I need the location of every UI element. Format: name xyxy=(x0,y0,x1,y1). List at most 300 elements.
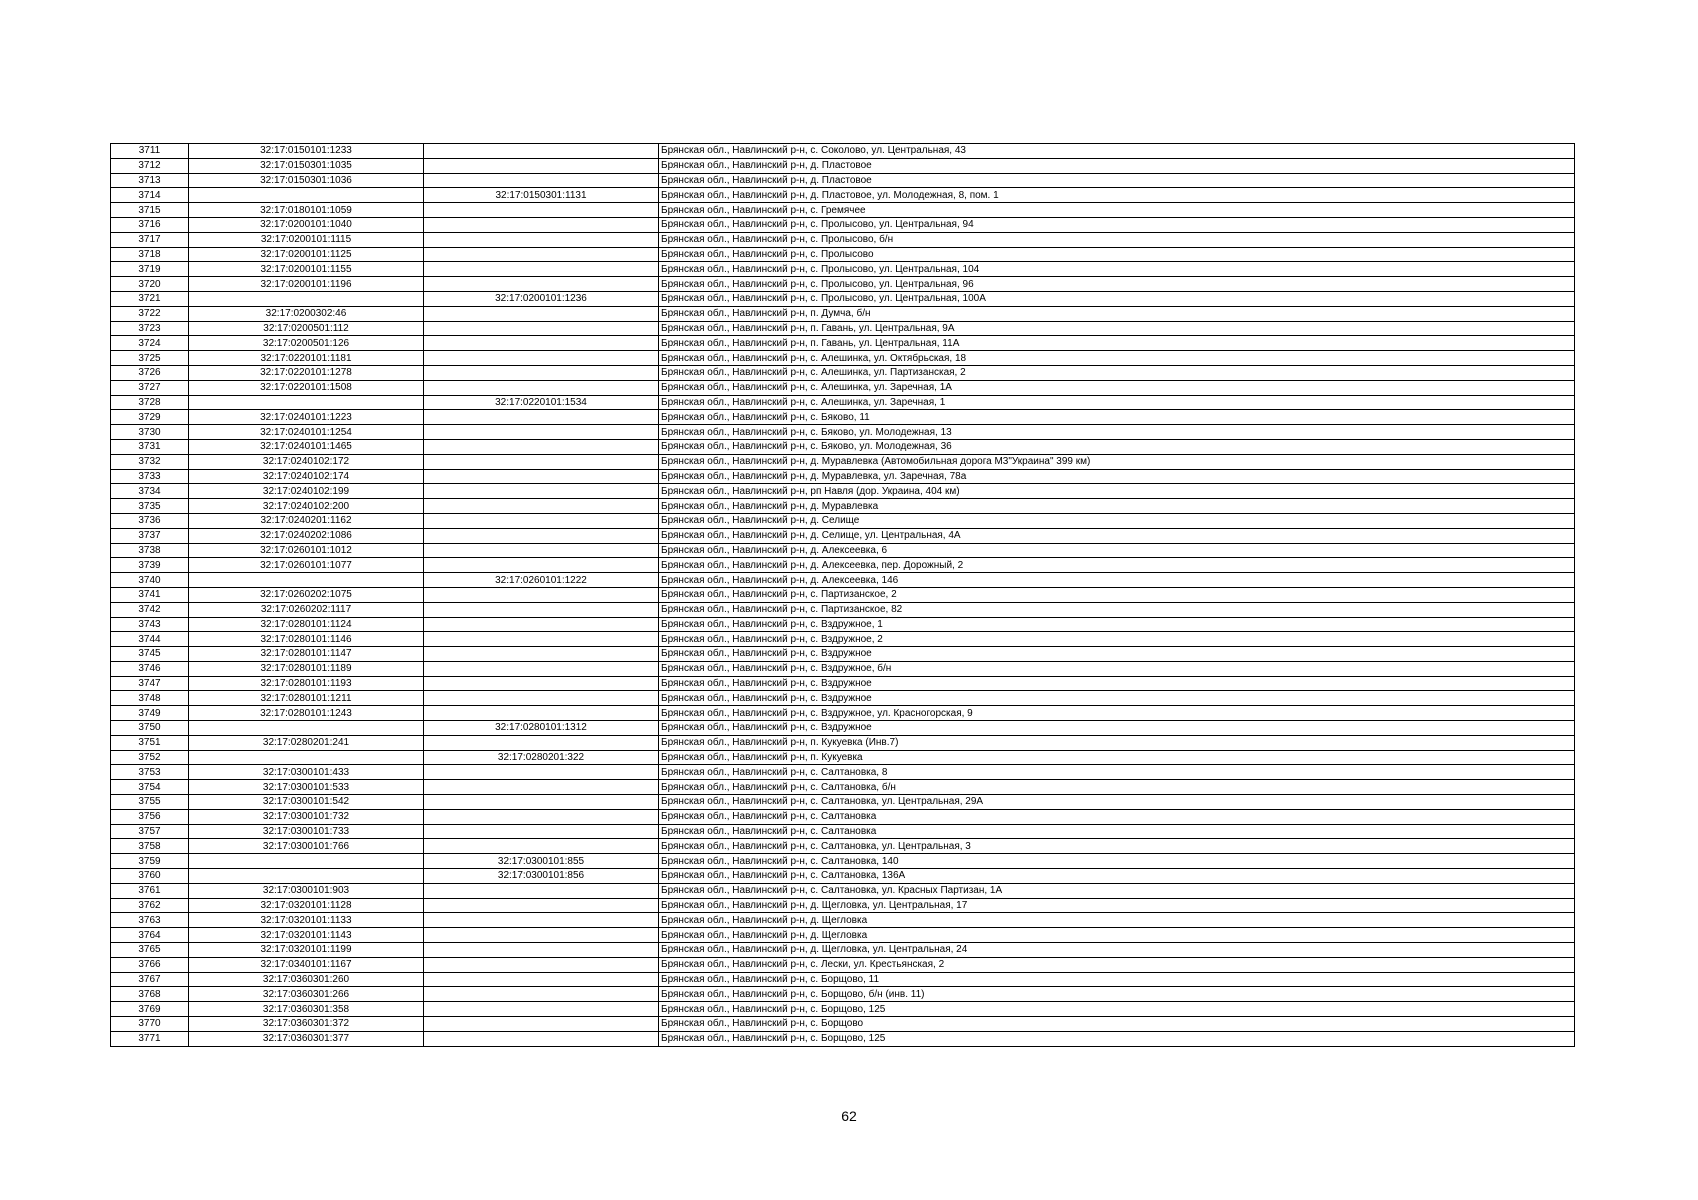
address-cell: Брянская обл., Навлинский р-н, с. Пролысово, ул. Центральная, 94 xyxy=(659,217,1575,232)
secondary-cadastral-number-cell xyxy=(424,617,659,632)
cadastral-number-cell xyxy=(189,869,424,884)
cadastral-number-cell: 32:17:0260202:1075 xyxy=(189,587,424,602)
row-number-cell: 3749 xyxy=(111,706,189,721)
row-number-cell: 3759 xyxy=(111,854,189,869)
secondary-cadastral-number-cell xyxy=(424,513,659,528)
secondary-cadastral-number-cell xyxy=(424,647,659,662)
cadastral-number-cell: 32:17:0240101:1254 xyxy=(189,425,424,440)
table-row xyxy=(111,528,1575,543)
row-number-cell: 3728 xyxy=(111,395,189,410)
cadastral-number-cell xyxy=(189,573,424,588)
address-cell: Брянская обл., Навлинский р-н, с. Салтановка, б/н xyxy=(659,780,1575,795)
table-row xyxy=(111,1031,1575,1046)
secondary-cadastral-number-cell xyxy=(424,795,659,810)
cadastral-number-cell: 32:17:0240101:1465 xyxy=(189,439,424,454)
address-cell: Брянская обл., Навлинский р-н, д. Муравлевка xyxy=(659,499,1575,514)
address-cell: Брянская обл., Навлинский р-н, с. Борщово xyxy=(659,1017,1575,1032)
row-number-cell: 3741 xyxy=(111,587,189,602)
secondary-cadastral-number-cell xyxy=(424,380,659,395)
row-number-cell: 3724 xyxy=(111,336,189,351)
secondary-cadastral-number-cell xyxy=(424,602,659,617)
address-cell: Брянская обл., Навлинский р-н, с. Салтановка, ул. Красных Партизан, 1А xyxy=(659,883,1575,898)
registry-table-body xyxy=(111,144,1575,1047)
address-cell: Брянская обл., Навлинский р-н, с. Салтановка, ул. Центральная, 3 xyxy=(659,839,1575,854)
address-cell: Брянская обл., Навлинский р-н, д. Щегловка xyxy=(659,928,1575,943)
row-number-cell: 3760 xyxy=(111,869,189,884)
row-number-cell: 3753 xyxy=(111,765,189,780)
table-row xyxy=(111,602,1575,617)
table-row xyxy=(111,217,1575,232)
address-cell: Брянская обл., Навлинский р-н, д. Селище xyxy=(659,513,1575,528)
table-row xyxy=(111,158,1575,173)
row-number-cell: 3746 xyxy=(111,661,189,676)
cadastral-number-cell: 32:17:0360301:372 xyxy=(189,1017,424,1032)
secondary-cadastral-number-cell xyxy=(424,883,659,898)
table-row xyxy=(111,750,1575,765)
address-cell: Брянская обл., Навлинский р-н, д. Алексеевка, пер. Дорожный, 2 xyxy=(659,558,1575,573)
table-row xyxy=(111,928,1575,943)
secondary-cadastral-number-cell xyxy=(424,144,659,159)
address-cell: Брянская обл., Навлинский р-н, с. Борщово, 125 xyxy=(659,1002,1575,1017)
table-row xyxy=(111,972,1575,987)
address-cell: Брянская обл., Навлинский р-н, с. Салтановка, ул. Центральная, 29А xyxy=(659,795,1575,810)
table-row xyxy=(111,824,1575,839)
secondary-cadastral-number-cell xyxy=(424,898,659,913)
row-number-cell: 3739 xyxy=(111,558,189,573)
secondary-cadastral-number-cell xyxy=(424,203,659,218)
cadastral-number-cell: 32:17:0260202:1117 xyxy=(189,602,424,617)
cadastral-number-cell: 32:17:0280101:1189 xyxy=(189,661,424,676)
secondary-cadastral-number-cell xyxy=(424,499,659,514)
cadastral-number-cell: 32:17:0220101:1181 xyxy=(189,351,424,366)
cadastral-number-cell: 32:17:0320101:1199 xyxy=(189,943,424,958)
table-row xyxy=(111,484,1575,499)
address-cell: Брянская обл., Навлинский р-н, д. Пластовое, ул. Молодежная, 8, пом. 1 xyxy=(659,188,1575,203)
cadastral-number-cell: 32:17:0220101:1278 xyxy=(189,365,424,380)
secondary-cadastral-number-cell xyxy=(424,425,659,440)
row-number-cell: 3727 xyxy=(111,380,189,395)
address-cell: Брянская обл., Навлинский р-н, п. Кукуевка (Инв.7) xyxy=(659,735,1575,750)
address-cell: Брянская обл., Навлинский р-н, с. Лески, ул. Крестьянская, 2 xyxy=(659,957,1575,972)
cadastral-number-cell xyxy=(189,395,424,410)
cadastral-number-cell: 32:17:0280101:1147 xyxy=(189,647,424,662)
table-row xyxy=(111,854,1575,869)
address-cell: Брянская обл., Навлинский р-н, с. Салтановка xyxy=(659,809,1575,824)
secondary-cadastral-number-cell xyxy=(424,469,659,484)
table-row xyxy=(111,883,1575,898)
cadastral-number-cell: 32:17:0280101:1146 xyxy=(189,632,424,647)
secondary-cadastral-number-cell xyxy=(424,351,659,366)
row-number-cell: 3720 xyxy=(111,277,189,292)
cadastral-number-cell: 32:17:0320101:1133 xyxy=(189,913,424,928)
row-number-cell: 3736 xyxy=(111,513,189,528)
address-cell: Брянская обл., Навлинский р-н, с. Бяково, ул. Молодежная, 36 xyxy=(659,439,1575,454)
address-cell: Брянская обл., Навлинский р-н, с. Вздружное, ул. Красногорская, 9 xyxy=(659,706,1575,721)
row-number-cell: 3758 xyxy=(111,839,189,854)
row-number-cell: 3771 xyxy=(111,1031,189,1046)
address-cell: Брянская обл., Навлинский р-н, с. Борщово, 125 xyxy=(659,1031,1575,1046)
cadastral-number-cell: 32:17:0300101:533 xyxy=(189,780,424,795)
address-cell: Брянская обл., Навлинский р-н, с. Вздружное, 2 xyxy=(659,632,1575,647)
secondary-cadastral-number-cell xyxy=(424,262,659,277)
address-cell: Брянская обл., Навлинский р-н, д. Селище, ул. Центральная, 4А xyxy=(659,528,1575,543)
cadastral-number-cell xyxy=(189,750,424,765)
row-number-cell: 3721 xyxy=(111,291,189,306)
table-row xyxy=(111,676,1575,691)
address-cell: Брянская обл., Навлинский р-н, с. Салтановка xyxy=(659,824,1575,839)
address-cell: Брянская обл., Навлинский р-н, с. Пролысово, б/н xyxy=(659,232,1575,247)
address-cell: Брянская обл., Навлинский р-н, с. Вздружное xyxy=(659,647,1575,662)
address-cell: Брянская обл., Навлинский р-н, п. Гавань, ул. Центральная, 11А xyxy=(659,336,1575,351)
table-row xyxy=(111,454,1575,469)
address-cell: Брянская обл., Навлинский р-н, с. Борщово, 11 xyxy=(659,972,1575,987)
address-cell: Брянская обл., Навлинский р-н, с. Пролысово, ул. Центральная, 96 xyxy=(659,277,1575,292)
secondary-cadastral-number-cell xyxy=(424,454,659,469)
cadastral-number-cell xyxy=(189,854,424,869)
secondary-cadastral-number-cell xyxy=(424,439,659,454)
address-cell: Брянская обл., Навлинский р-н, с. Алешинка, ул. Октябрьская, 18 xyxy=(659,351,1575,366)
row-number-cell: 3713 xyxy=(111,173,189,188)
cadastral-number-cell: 32:17:0360301:266 xyxy=(189,987,424,1002)
secondary-cadastral-number-cell: 32:17:0220101:1534 xyxy=(424,395,659,410)
row-number-cell: 3751 xyxy=(111,735,189,750)
cadastral-number-cell xyxy=(189,721,424,736)
table-row xyxy=(111,499,1575,514)
secondary-cadastral-number-cell xyxy=(424,632,659,647)
address-cell: Брянская обл., Навлинский р-н, с. Салтановка, 140 xyxy=(659,854,1575,869)
address-cell: Брянская обл., Навлинский р-н, с. Пролысово xyxy=(659,247,1575,262)
table-row xyxy=(111,513,1575,528)
secondary-cadastral-number-cell xyxy=(424,158,659,173)
row-number-cell: 3731 xyxy=(111,439,189,454)
row-number-cell: 3768 xyxy=(111,987,189,1002)
cadastral-number-cell: 32:17:0300101:903 xyxy=(189,883,424,898)
cadastral-number-cell: 32:17:0150101:1233 xyxy=(189,144,424,159)
cadastral-number-cell: 32:17:0260101:1077 xyxy=(189,558,424,573)
row-number-cell: 3763 xyxy=(111,913,189,928)
row-number-cell: 3722 xyxy=(111,306,189,321)
table-row xyxy=(111,617,1575,632)
cadastral-number-cell: 32:17:0300101:733 xyxy=(189,824,424,839)
cadastral-number-cell: 32:17:0220101:1508 xyxy=(189,380,424,395)
address-cell: Брянская обл., Навлинский р-н, с. Алешинка, ул. Заречная, 1 xyxy=(659,395,1575,410)
row-number-cell: 3732 xyxy=(111,454,189,469)
secondary-cadastral-number-cell xyxy=(424,943,659,958)
secondary-cadastral-number-cell xyxy=(424,987,659,1002)
secondary-cadastral-number-cell xyxy=(424,1017,659,1032)
cadastral-number-cell: 32:17:0240101:1223 xyxy=(189,410,424,425)
row-number-cell: 3733 xyxy=(111,469,189,484)
row-number-cell: 3729 xyxy=(111,410,189,425)
address-cell: Брянская обл., Навлинский р-н, д. Щегловка, ул. Центральная, 17 xyxy=(659,898,1575,913)
table-row xyxy=(111,839,1575,854)
secondary-cadastral-number-cell: 32:17:0280101:1312 xyxy=(424,721,659,736)
table-row xyxy=(111,1002,1575,1017)
row-number-cell: 3744 xyxy=(111,632,189,647)
table-row xyxy=(111,232,1575,247)
row-number-cell: 3712 xyxy=(111,158,189,173)
table-row xyxy=(111,277,1575,292)
secondary-cadastral-number-cell: 32:17:0200101:1236 xyxy=(424,291,659,306)
address-cell: Брянская обл., Навлинский р-н, п. Гавань, ул. Центральная, 9А xyxy=(659,321,1575,336)
secondary-cadastral-number-cell: 32:17:0280201:322 xyxy=(424,750,659,765)
table-row xyxy=(111,395,1575,410)
address-cell: Брянская обл., Навлинский р-н, д. Алексеевка, 146 xyxy=(659,573,1575,588)
address-cell: Брянская обл., Навлинский р-н, с. Вздружное xyxy=(659,676,1575,691)
registry-table xyxy=(110,143,1575,1047)
row-number-cell: 3754 xyxy=(111,780,189,795)
cadastral-number-cell: 32:17:0300101:542 xyxy=(189,795,424,810)
address-cell: Брянская обл., Навлинский р-н, с. Пролысово, ул. Центральная, 104 xyxy=(659,262,1575,277)
secondary-cadastral-number-cell: 32:17:0300101:855 xyxy=(424,854,659,869)
table-row xyxy=(111,898,1575,913)
row-number-cell: 3737 xyxy=(111,528,189,543)
secondary-cadastral-number-cell xyxy=(424,365,659,380)
cadastral-number-cell: 32:17:0150301:1036 xyxy=(189,173,424,188)
cadastral-number-cell: 32:17:0240102:199 xyxy=(189,484,424,499)
secondary-cadastral-number-cell xyxy=(424,839,659,854)
table-row xyxy=(111,661,1575,676)
address-cell: Брянская обл., Навлинский р-н, д. Пластовое xyxy=(659,158,1575,173)
address-cell: Брянская обл., Навлинский р-н, с. Салтановка, 8 xyxy=(659,765,1575,780)
cadastral-number-cell: 32:17:0300101:766 xyxy=(189,839,424,854)
cadastral-number-cell: 32:17:0200302:46 xyxy=(189,306,424,321)
row-number-cell: 3766 xyxy=(111,957,189,972)
row-number-cell: 3743 xyxy=(111,617,189,632)
address-cell: Брянская обл., Навлинский р-н, с. Салтановка, 136А xyxy=(659,869,1575,884)
address-cell: Брянская обл., Навлинский р-н, с. Борщово, б/н (инв. 11) xyxy=(659,987,1575,1002)
secondary-cadastral-number-cell xyxy=(424,824,659,839)
cadastral-number-cell xyxy=(189,188,424,203)
secondary-cadastral-number-cell xyxy=(424,232,659,247)
row-number-cell: 3770 xyxy=(111,1017,189,1032)
row-number-cell: 3764 xyxy=(111,928,189,943)
table-row xyxy=(111,987,1575,1002)
row-number-cell: 3716 xyxy=(111,217,189,232)
table-row xyxy=(111,957,1575,972)
secondary-cadastral-number-cell: 32:17:0150301:1131 xyxy=(424,188,659,203)
cadastral-number-cell: 32:17:0340101:1167 xyxy=(189,957,424,972)
secondary-cadastral-number-cell xyxy=(424,336,659,351)
secondary-cadastral-number-cell xyxy=(424,1031,659,1046)
table-row xyxy=(111,765,1575,780)
address-cell: Брянская обл., Навлинский р-н, с. Вздружное xyxy=(659,691,1575,706)
table-row xyxy=(111,306,1575,321)
table-row xyxy=(111,691,1575,706)
row-number-cell: 3714 xyxy=(111,188,189,203)
row-number-cell: 3717 xyxy=(111,232,189,247)
secondary-cadastral-number-cell xyxy=(424,587,659,602)
cadastral-number-cell: 32:17:0240202:1086 xyxy=(189,528,424,543)
cadastral-number-cell: 32:17:0200101:1125 xyxy=(189,247,424,262)
secondary-cadastral-number-cell xyxy=(424,321,659,336)
cadastral-number-cell: 32:17:0200101:1115 xyxy=(189,232,424,247)
row-number-cell: 3740 xyxy=(111,573,189,588)
row-number-cell: 3767 xyxy=(111,972,189,987)
row-number-cell: 3765 xyxy=(111,943,189,958)
address-cell: Брянская обл., Навлинский р-н, д. Муравлевка, ул. Заречная, 78а xyxy=(659,469,1575,484)
cadastral-number-cell: 32:17:0240102:172 xyxy=(189,454,424,469)
secondary-cadastral-number-cell xyxy=(424,410,659,425)
table-row xyxy=(111,425,1575,440)
row-number-cell: 3747 xyxy=(111,676,189,691)
secondary-cadastral-number-cell xyxy=(424,1002,659,1017)
secondary-cadastral-number-cell xyxy=(424,765,659,780)
table-row xyxy=(111,632,1575,647)
row-number-cell: 3745 xyxy=(111,647,189,662)
address-cell: Брянская обл., Навлинский р-н, п. Думча, б/н xyxy=(659,306,1575,321)
table-row xyxy=(111,1017,1575,1032)
cadastral-number-cell: 32:17:0260101:1012 xyxy=(189,543,424,558)
row-number-cell: 3752 xyxy=(111,750,189,765)
table-row xyxy=(111,291,1575,306)
table-row xyxy=(111,943,1575,958)
table-row xyxy=(111,188,1575,203)
row-number-cell: 3711 xyxy=(111,144,189,159)
secondary-cadastral-number-cell xyxy=(424,913,659,928)
cadastral-number-cell: 32:17:0200101:1040 xyxy=(189,217,424,232)
row-number-cell: 3718 xyxy=(111,247,189,262)
secondary-cadastral-number-cell xyxy=(424,735,659,750)
secondary-cadastral-number-cell: 32:17:0300101:856 xyxy=(424,869,659,884)
table-row xyxy=(111,706,1575,721)
row-number-cell: 3757 xyxy=(111,824,189,839)
row-number-cell: 3769 xyxy=(111,1002,189,1017)
row-number-cell: 3735 xyxy=(111,499,189,514)
cadastral-number-cell: 32:17:0280101:1124 xyxy=(189,617,424,632)
address-cell: Брянская обл., Навлинский р-н, с. Вздружное xyxy=(659,721,1575,736)
cadastral-number-cell: 32:17:0300101:732 xyxy=(189,809,424,824)
table-row xyxy=(111,469,1575,484)
cadastral-number-cell: 32:17:0180101:1059 xyxy=(189,203,424,218)
row-number-cell: 3734 xyxy=(111,484,189,499)
row-number-cell: 3715 xyxy=(111,203,189,218)
row-number-cell: 3742 xyxy=(111,602,189,617)
cadastral-number-cell: 32:17:0280201:241 xyxy=(189,735,424,750)
cadastral-number-cell: 32:17:0320101:1143 xyxy=(189,928,424,943)
address-cell: Брянская обл., Навлинский р-н, с. Бяково, 11 xyxy=(659,410,1575,425)
table-row xyxy=(111,647,1575,662)
row-number-cell: 3755 xyxy=(111,795,189,810)
secondary-cadastral-number-cell xyxy=(424,528,659,543)
address-cell: Брянская обл., Навлинский р-н, с. Партизанское, 2 xyxy=(659,587,1575,602)
address-cell: Брянская обл., Навлинский р-н, с. Гремячее xyxy=(659,203,1575,218)
address-cell: Брянская обл., Навлинский р-н, д. Щегловка xyxy=(659,913,1575,928)
table-row xyxy=(111,247,1575,262)
cadastral-number-cell: 32:17:0300101:433 xyxy=(189,765,424,780)
address-cell: Брянская обл., Навлинский р-н, с. Вздружное, 1 xyxy=(659,617,1575,632)
cadastral-number-cell: 32:17:0280101:1193 xyxy=(189,676,424,691)
table-row xyxy=(111,203,1575,218)
table-row xyxy=(111,913,1575,928)
table-row xyxy=(111,173,1575,188)
secondary-cadastral-number-cell xyxy=(424,173,659,188)
table-row xyxy=(111,869,1575,884)
cadastral-number-cell: 32:17:0240102:174 xyxy=(189,469,424,484)
cadastral-number-cell: 32:17:0360301:358 xyxy=(189,1002,424,1017)
table-row xyxy=(111,439,1575,454)
address-cell: Брянская обл., Навлинский р-н, с. Пролысово, ул. Центральная, 100А xyxy=(659,291,1575,306)
cadastral-number-cell: 32:17:0200101:1196 xyxy=(189,277,424,292)
address-cell: Брянская обл., Навлинский р-н, с. Алешинка, ул. Партизанская, 2 xyxy=(659,365,1575,380)
address-cell: Брянская обл., Навлинский р-н, д. Пластовое xyxy=(659,173,1575,188)
address-cell: Брянская обл., Навлинский р-н, д. Щегловка, ул. Центральная, 24 xyxy=(659,943,1575,958)
secondary-cadastral-number-cell xyxy=(424,928,659,943)
table-row xyxy=(111,351,1575,366)
table-row xyxy=(111,262,1575,277)
cadastral-number-cell: 32:17:0150301:1035 xyxy=(189,158,424,173)
address-cell: Брянская обл., Навлинский р-н, д. Алексеевка, 6 xyxy=(659,543,1575,558)
cadastral-number-cell: 32:17:0280101:1211 xyxy=(189,691,424,706)
address-cell: Брянская обл., Навлинский р-н, с. Партизанское, 82 xyxy=(659,602,1575,617)
address-cell: Брянская обл., Навлинский р-н, с. Алешинка, ул. Заречная, 1А xyxy=(659,380,1575,395)
cadastral-number-cell: 32:17:0320101:1128 xyxy=(189,898,424,913)
row-number-cell: 3762 xyxy=(111,898,189,913)
address-cell: Брянская обл., Навлинский р-н, с. Соколово, ул. Центральная, 43 xyxy=(659,144,1575,159)
row-number-cell: 3725 xyxy=(111,351,189,366)
cadastral-number-cell xyxy=(189,291,424,306)
row-number-cell: 3719 xyxy=(111,262,189,277)
table-row xyxy=(111,735,1575,750)
table-row xyxy=(111,410,1575,425)
secondary-cadastral-number-cell xyxy=(424,957,659,972)
row-number-cell: 3756 xyxy=(111,809,189,824)
address-cell: Брянская обл., Навлинский р-н, с. Бяково, ул. Молодежная, 13 xyxy=(659,425,1575,440)
table-row xyxy=(111,795,1575,810)
secondary-cadastral-number-cell: 32:17:0260101:1222 xyxy=(424,573,659,588)
secondary-cadastral-number-cell xyxy=(424,691,659,706)
table-row xyxy=(111,321,1575,336)
table-row xyxy=(111,336,1575,351)
table-row xyxy=(111,558,1575,573)
table-row xyxy=(111,721,1575,736)
row-number-cell: 3738 xyxy=(111,543,189,558)
secondary-cadastral-number-cell xyxy=(424,247,659,262)
table-row xyxy=(111,780,1575,795)
row-number-cell: 3761 xyxy=(111,883,189,898)
secondary-cadastral-number-cell xyxy=(424,543,659,558)
cadastral-number-cell: 32:17:0240201:1162 xyxy=(189,513,424,528)
cadastral-number-cell: 32:17:0200101:1155 xyxy=(189,262,424,277)
secondary-cadastral-number-cell xyxy=(424,972,659,987)
secondary-cadastral-number-cell xyxy=(424,780,659,795)
cadastral-number-cell: 32:17:0280101:1243 xyxy=(189,706,424,721)
secondary-cadastral-number-cell xyxy=(424,661,659,676)
cadastral-number-cell: 32:17:0360301:377 xyxy=(189,1031,424,1046)
row-number-cell: 3750 xyxy=(111,721,189,736)
address-cell: Брянская обл., Навлинский р-н, д. Муравлевка (Автомобильная дорога М3"Украина" 399 км) xyxy=(659,454,1575,469)
cadastral-number-cell: 32:17:0200501:112 xyxy=(189,321,424,336)
secondary-cadastral-number-cell xyxy=(424,558,659,573)
table-row xyxy=(111,543,1575,558)
secondary-cadastral-number-cell xyxy=(424,306,659,321)
row-number-cell: 3726 xyxy=(111,365,189,380)
secondary-cadastral-number-cell xyxy=(424,676,659,691)
table-row xyxy=(111,587,1575,602)
table-row xyxy=(111,573,1575,588)
table-row xyxy=(111,380,1575,395)
secondary-cadastral-number-cell xyxy=(424,217,659,232)
secondary-cadastral-number-cell xyxy=(424,484,659,499)
cadastral-number-cell: 32:17:0240102:200 xyxy=(189,499,424,514)
cadastral-number-cell: 32:17:0360301:260 xyxy=(189,972,424,987)
row-number-cell: 3730 xyxy=(111,425,189,440)
address-cell: Брянская обл., Навлинский р-н, п. Кукуевка xyxy=(659,750,1575,765)
secondary-cadastral-number-cell xyxy=(424,809,659,824)
row-number-cell: 3748 xyxy=(111,691,189,706)
secondary-cadastral-number-cell xyxy=(424,706,659,721)
address-cell: Брянская обл., Навлинский р-н, рп Навля (дор. Украина, 404 км) xyxy=(659,484,1575,499)
